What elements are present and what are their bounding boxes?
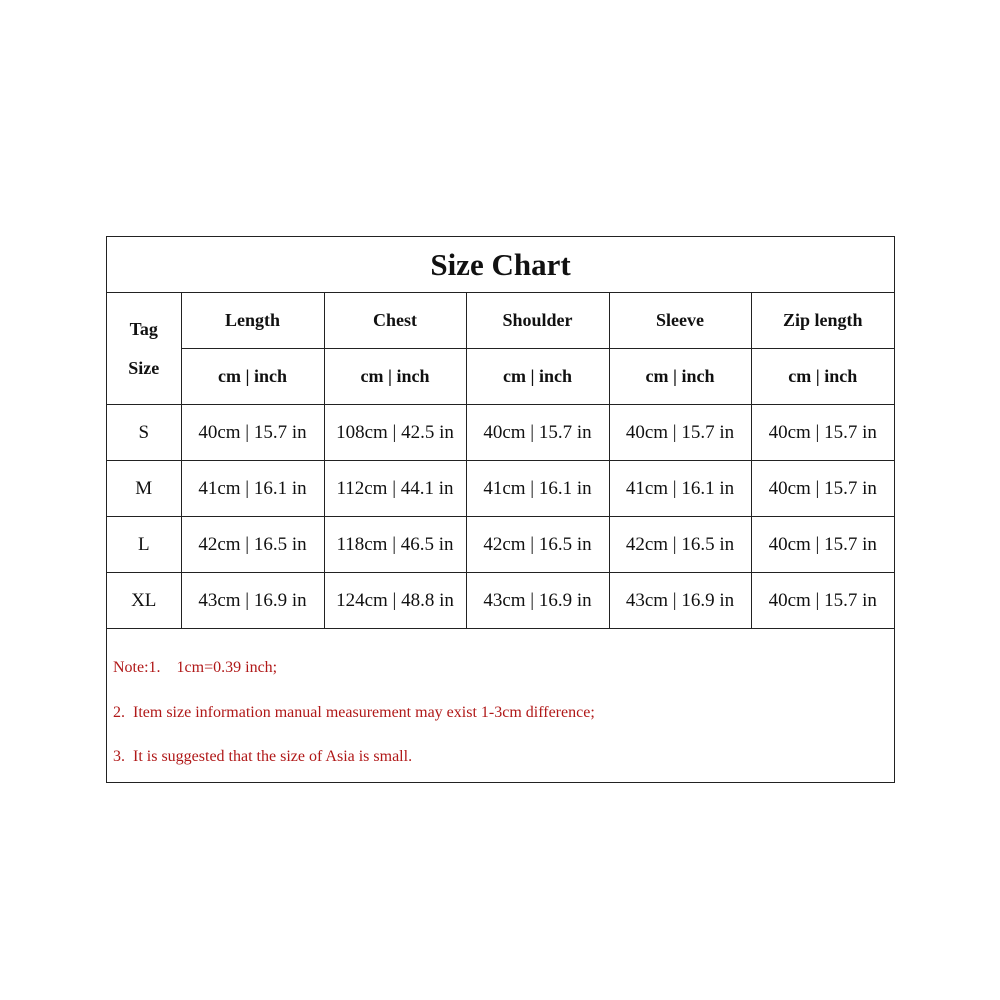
table-cell: 41cm | 16.1 in: [181, 461, 324, 517]
column-header-shoulder: Shoulder: [466, 293, 609, 349]
table-cell: 43cm | 16.9 in: [609, 573, 751, 629]
size-chart: [106, 236, 895, 783]
note-item: Note:1. 1cm=0.39 inch;: [113, 659, 278, 676]
table-cell: 43cm | 16.9 in: [181, 573, 324, 629]
note-item: 2. Item size information manual measurement may exist 1-3cm difference;: [113, 704, 595, 721]
unit-zip-length: cm | inch: [751, 349, 894, 405]
unit-chest: cm | inch: [324, 349, 466, 405]
table-cell: 40cm | 15.7 in: [751, 461, 894, 517]
unit-length: cm | inch: [181, 349, 324, 405]
table-cell: 41cm | 16.1 in: [466, 461, 609, 517]
table-cell: 108cm | 42.5 in: [324, 405, 466, 461]
table-cell: 40cm | 15.7 in: [751, 573, 894, 629]
table-row: [107, 573, 894, 629]
table-cell: 41cm | 16.1 in: [609, 461, 751, 517]
table-cell: 118cm | 46.5 in: [324, 517, 466, 573]
size-cell: L: [107, 517, 181, 573]
size-cell: S: [107, 405, 181, 461]
table-cell: 112cm | 44.1 in: [324, 461, 466, 517]
table-cell: 40cm | 15.7 in: [466, 405, 609, 461]
table-cell: 40cm | 15.7 in: [181, 405, 324, 461]
note-item: 3. It is suggested that the size of Asia is small.: [113, 748, 413, 765]
size-cell: XL: [107, 573, 181, 629]
unit-shoulder: cm | inch: [466, 349, 609, 405]
chart-title: Size Chart: [107, 237, 894, 293]
column-header-length: Length: [181, 293, 324, 349]
tag-label: Tag: [129, 318, 158, 339]
column-header-zip-length: Zip length: [751, 293, 894, 349]
table-row: [107, 461, 894, 517]
table-cell: 40cm | 15.7 in: [751, 517, 894, 573]
column-header-sleeve: Sleeve: [609, 293, 751, 349]
unit-sleeve: cm | inch: [609, 349, 751, 405]
table-cell: 40cm | 15.7 in: [751, 405, 894, 461]
table-cell: 42cm | 16.5 in: [466, 517, 609, 573]
size-label: Size: [128, 357, 160, 378]
table-cell: 42cm | 16.5 in: [609, 517, 751, 573]
table-cell: 43cm | 16.9 in: [466, 573, 609, 629]
table-cell: 40cm | 15.7 in: [609, 405, 751, 461]
table-row: [107, 517, 894, 573]
table-row: [107, 405, 894, 461]
table-cell: 124cm | 48.8 in: [324, 573, 466, 629]
column-header-chest: Chest: [324, 293, 466, 349]
size-table: [107, 293, 894, 629]
header-row: [107, 293, 894, 349]
tag-size-header: [107, 293, 181, 405]
size-cell: M: [107, 461, 181, 517]
table-cell: 42cm | 16.5 in: [181, 517, 324, 573]
unit-row: [107, 349, 894, 405]
